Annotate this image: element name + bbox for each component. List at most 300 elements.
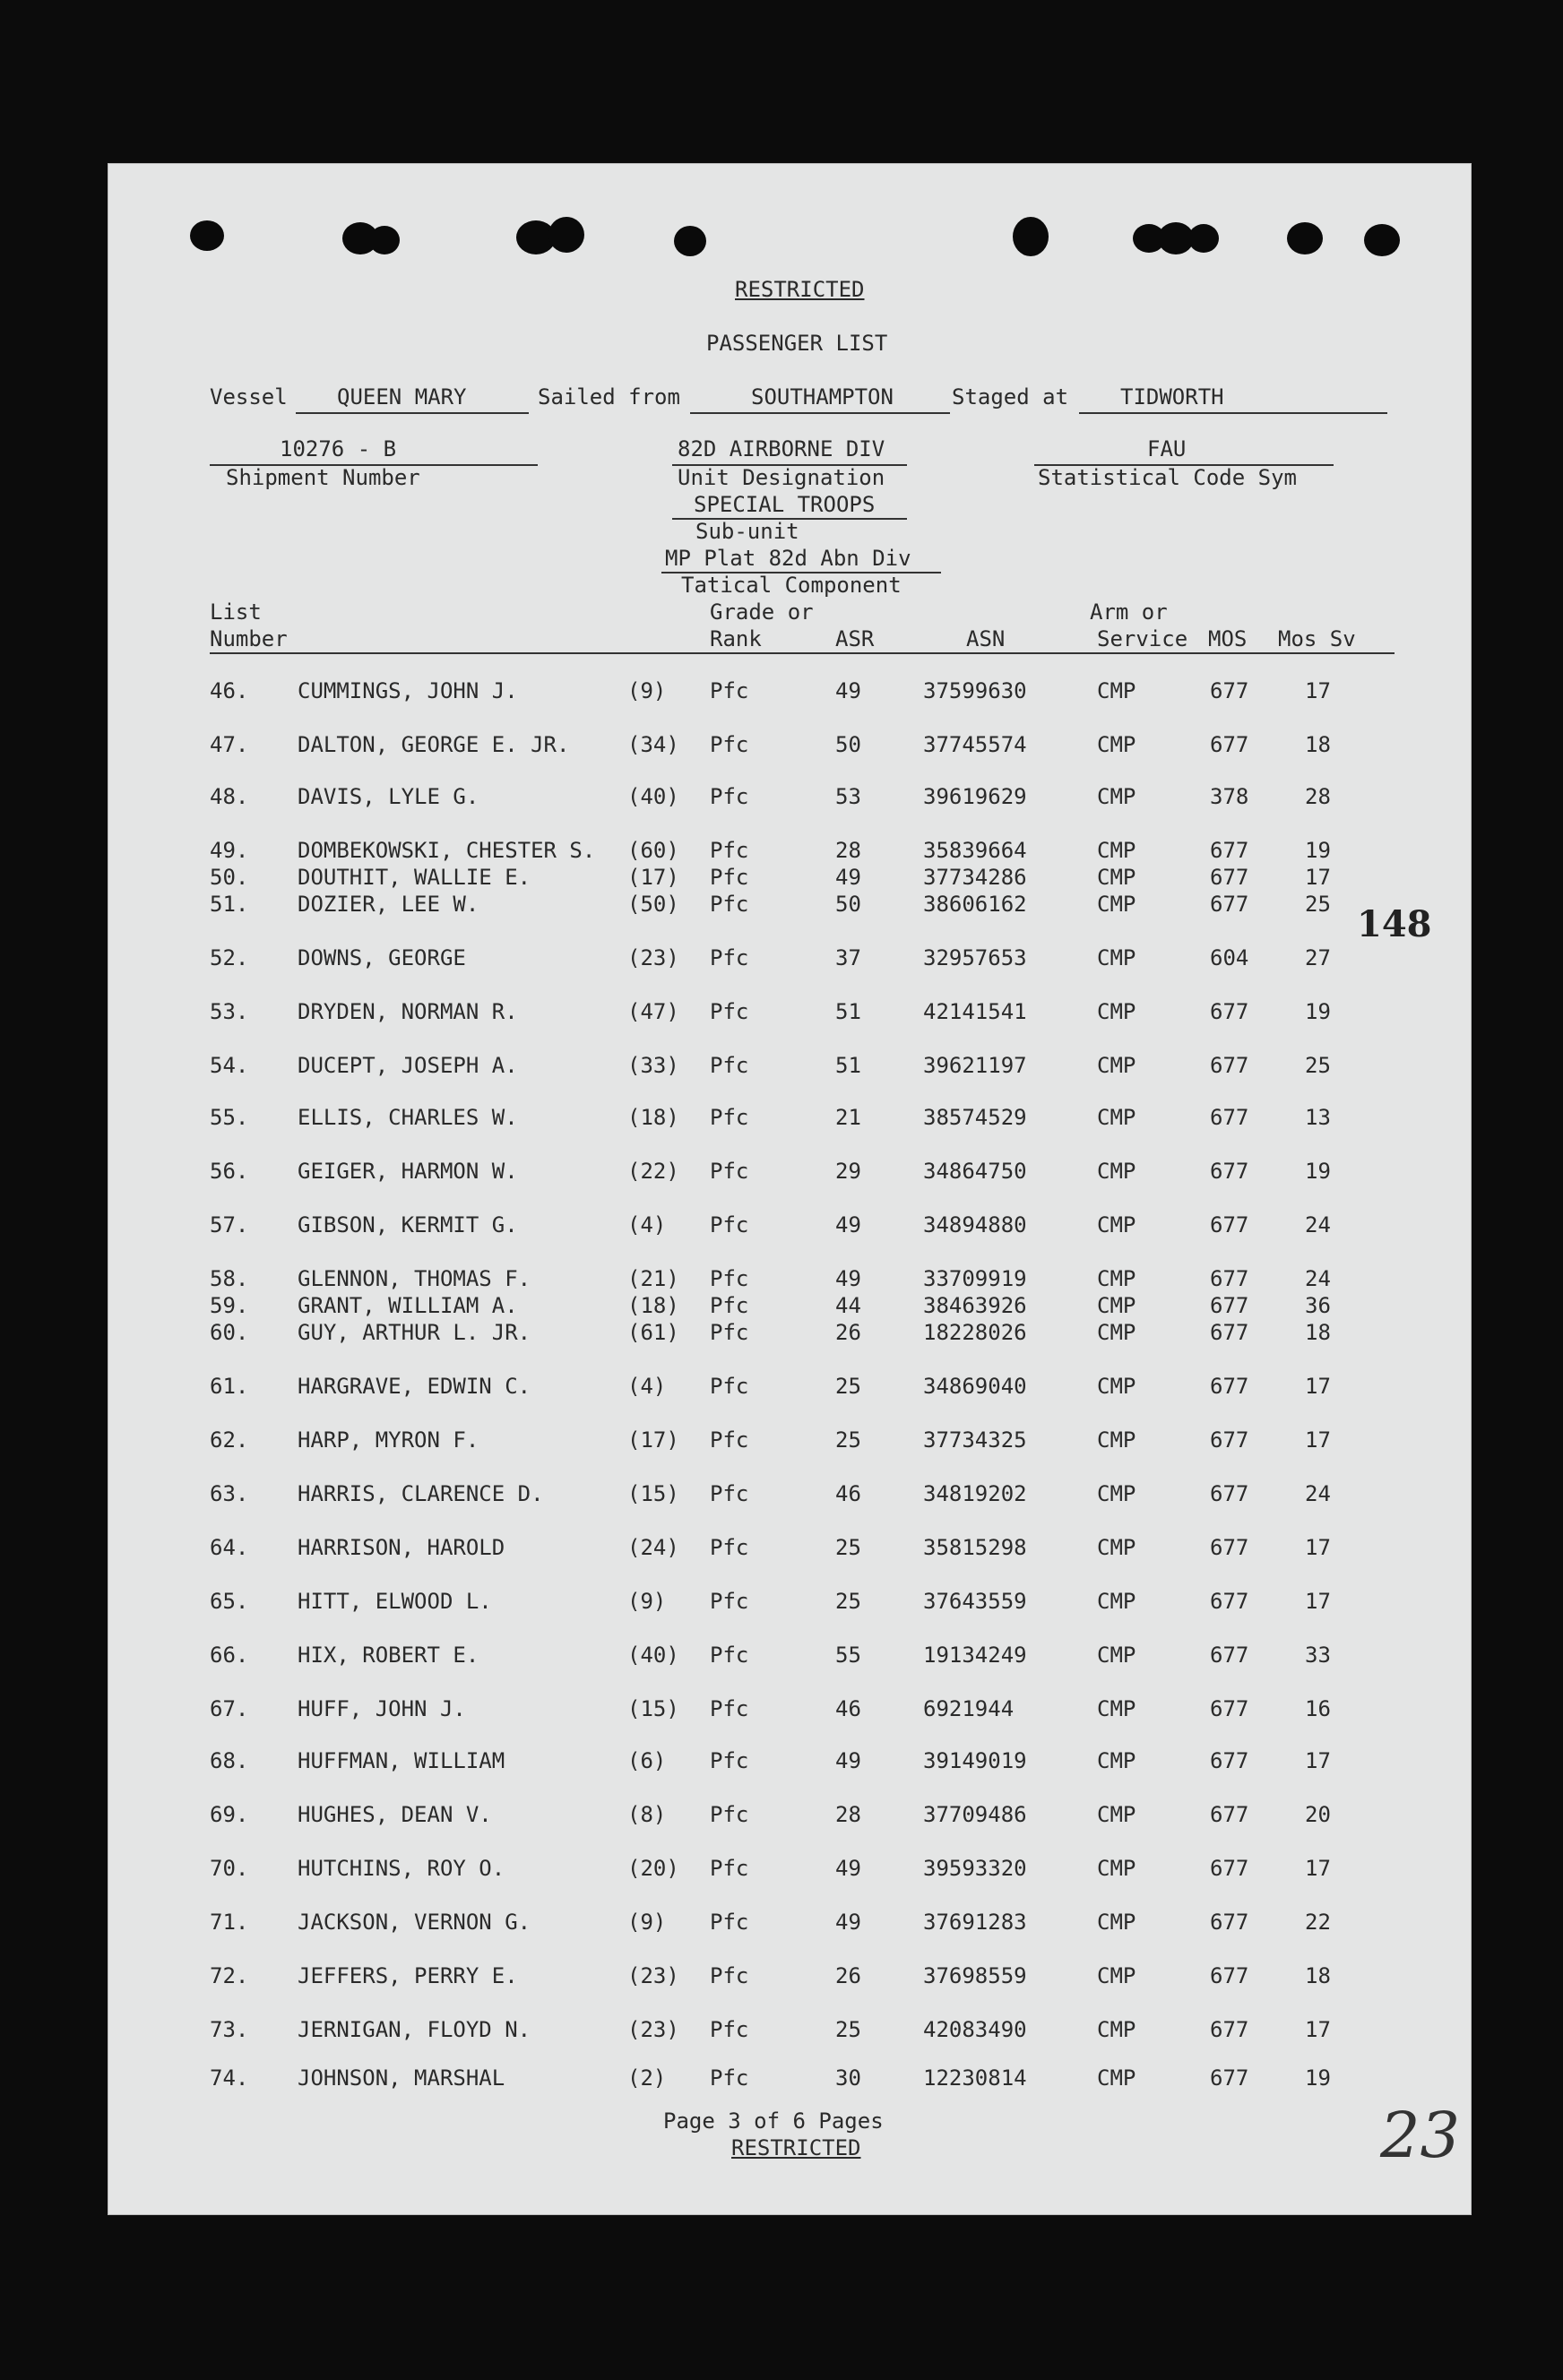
staged-label: Staged at — [952, 384, 1069, 410]
row-list-number: 54. — [210, 1053, 249, 1078]
row-name: DUCEPT, JOSEPH A. — [298, 1053, 518, 1078]
row-asr: 55 — [835, 1643, 861, 1668]
row-mos-sv: 18 — [1305, 732, 1331, 757]
row-rank: Pfc — [710, 1748, 749, 1773]
row-service: CMP — [1097, 1159, 1136, 1184]
row-name: DOZIER, LEE W. — [298, 892, 479, 917]
subunit-label: Sub-unit — [695, 519, 799, 544]
row-service: CMP — [1097, 1802, 1136, 1827]
row-code: (20) — [627, 1856, 679, 1881]
row-rank: Pfc — [710, 1535, 749, 1560]
row-name: ELLIS, CHARLES W. — [298, 1105, 518, 1130]
row-service: CMP — [1097, 892, 1136, 917]
row-rank: Pfc — [710, 865, 749, 890]
row-service: CMP — [1097, 838, 1136, 863]
row-name: HARRISON, HAROLD — [298, 1535, 505, 1560]
row-code: (22) — [627, 1159, 679, 1184]
row-asr: 50 — [835, 892, 861, 917]
row-mos-sv: 17 — [1305, 1535, 1331, 1560]
row-code: (15) — [627, 1481, 679, 1506]
row-service: CMP — [1097, 1212, 1136, 1237]
row-asn: 37698559 — [923, 1963, 1027, 1988]
unit-designation: 82D AIRBORNE DIV — [678, 436, 885, 461]
row-rank: Pfc — [710, 732, 749, 757]
row-asn: 34864750 — [923, 1159, 1027, 1184]
col-grade-top: Grade or — [710, 599, 814, 625]
row-code: (4) — [627, 1374, 667, 1399]
row-mos-sv: 18 — [1305, 1320, 1331, 1345]
row-rank: Pfc — [710, 945, 749, 970]
row-rank: Pfc — [710, 1293, 749, 1318]
restricted-footer: RESTRICTED — [731, 2135, 861, 2160]
punch-hole — [1364, 224, 1400, 256]
row-code: (23) — [627, 1963, 679, 1988]
row-asn: 37643559 — [923, 1589, 1027, 1614]
row-asr: 49 — [835, 865, 861, 890]
row-service: CMP — [1097, 1481, 1136, 1506]
row-service: CMP — [1097, 1643, 1136, 1668]
row-mos-sv: 18 — [1305, 1963, 1331, 1988]
punch-hole — [369, 226, 400, 254]
punch-hole — [1188, 224, 1219, 253]
row-mos-sv: 13 — [1305, 1105, 1331, 1130]
row-service: CMP — [1097, 1053, 1136, 1078]
row-mos-sv: 22 — [1305, 1910, 1331, 1935]
unit-label: Unit Designation — [678, 465, 885, 490]
stat-code-value: FAU — [1147, 436, 1187, 461]
row-list-number: 49. — [210, 838, 249, 863]
row-mos-sv: 25 — [1305, 1053, 1331, 1078]
row-mos-sv: 17 — [1305, 678, 1331, 703]
row-list-number: 57. — [210, 1212, 249, 1237]
row-asn: 18228026 — [923, 1320, 1027, 1345]
row-name: DAVIS, LYLE G. — [298, 784, 479, 809]
col-grade-bottom: Rank — [710, 626, 762, 651]
row-mos-sv: 16 — [1305, 1696, 1331, 1721]
row-asr: 37 — [835, 945, 861, 970]
row-rank: Pfc — [710, 1212, 749, 1237]
tactical-value: MP Plat 82d Abn Div — [665, 546, 911, 571]
row-mos-sv: 17 — [1305, 1427, 1331, 1453]
row-code: (34) — [627, 732, 679, 757]
row-mos: 677 — [1210, 1266, 1249, 1291]
col-number: Number — [210, 626, 288, 651]
row-mos-sv: 20 — [1305, 1802, 1331, 1827]
row-name: HUTCHINS, ROY O. — [298, 1856, 505, 1881]
row-service: CMP — [1097, 1427, 1136, 1453]
row-mos: 378 — [1210, 784, 1249, 809]
row-rank: Pfc — [710, 1320, 749, 1345]
row-asr: 50 — [835, 732, 861, 757]
punch-hole — [190, 220, 224, 251]
row-list-number: 64. — [210, 1535, 249, 1560]
row-rank: Pfc — [710, 2017, 749, 2042]
row-asn: 38574529 — [923, 1105, 1027, 1130]
row-name: GIBSON, KERMIT G. — [298, 1212, 518, 1237]
row-service: CMP — [1097, 784, 1136, 809]
tactical-label: Tatical Component — [681, 573, 902, 598]
staged-underline — [1079, 412, 1387, 414]
row-mos: 677 — [1210, 2017, 1249, 2042]
row-rank: Pfc — [710, 678, 749, 703]
row-name: HIX, ROBERT E. — [298, 1643, 479, 1668]
row-list-number: 50. — [210, 865, 249, 890]
row-name: DOMBEKOWSKI, CHESTER S. — [298, 838, 596, 863]
row-asr: 49 — [835, 1856, 861, 1881]
row-mos: 677 — [1210, 1748, 1249, 1773]
row-asn: 38606162 — [923, 892, 1027, 917]
row-service: CMP — [1097, 1535, 1136, 1560]
row-code: (23) — [627, 2017, 679, 2042]
row-mos-sv: 17 — [1305, 1748, 1331, 1773]
vessel-label: Vessel — [210, 384, 288, 410]
row-code: (40) — [627, 1643, 679, 1668]
row-mos: 677 — [1210, 1696, 1249, 1721]
row-service: CMP — [1097, 1374, 1136, 1399]
row-service: CMP — [1097, 1856, 1136, 1881]
row-asr: 49 — [835, 1910, 861, 1935]
row-name: JOHNSON, MARSHAL — [298, 2065, 505, 2091]
row-code: (50) — [627, 892, 679, 917]
row-mos-sv: 19 — [1305, 2065, 1331, 2091]
row-mos: 677 — [1210, 892, 1249, 917]
row-mos: 677 — [1210, 1105, 1249, 1130]
row-service: CMP — [1097, 1105, 1136, 1130]
row-rank: Pfc — [710, 1963, 749, 1988]
row-mos-sv: 19 — [1305, 838, 1331, 863]
row-asr: 25 — [835, 2017, 861, 2042]
sailed-value: SOUTHAMPTON — [751, 384, 894, 410]
row-list-number: 74. — [210, 2065, 249, 2091]
row-mos: 677 — [1210, 1802, 1249, 1827]
row-mos-sv: 19 — [1305, 1159, 1331, 1184]
subunit-value: SPECIAL TROOPS — [694, 492, 876, 517]
sailed-label: Sailed from — [538, 384, 680, 410]
row-rank: Pfc — [710, 999, 749, 1024]
row-name: DALTON, GEORGE E. JR. — [298, 732, 570, 757]
row-mos-sv: 17 — [1305, 2017, 1331, 2042]
row-code: (4) — [627, 1212, 667, 1237]
row-mos: 677 — [1210, 1535, 1249, 1560]
row-rank: Pfc — [710, 1481, 749, 1506]
row-service: CMP — [1097, 1266, 1136, 1291]
row-list-number: 60. — [210, 1320, 249, 1345]
row-mos: 677 — [1210, 838, 1249, 863]
row-asn: 39621197 — [923, 1053, 1027, 1078]
row-name: GEIGER, HARMON W. — [298, 1159, 518, 1184]
row-code: (21) — [627, 1266, 679, 1291]
vessel-value: QUEEN MARY — [337, 384, 467, 410]
row-asr: 49 — [835, 1748, 861, 1773]
row-asn: 37734286 — [923, 865, 1027, 890]
row-service: CMP — [1097, 678, 1136, 703]
row-mos: 677 — [1210, 1856, 1249, 1881]
row-list-number: 47. — [210, 732, 249, 757]
row-service: CMP — [1097, 945, 1136, 970]
row-name: JERNIGAN, FLOYD N. — [298, 2017, 531, 2042]
row-mos-sv: 17 — [1305, 1374, 1331, 1399]
row-asr: 30 — [835, 2065, 861, 2091]
row-asn: 32957653 — [923, 945, 1027, 970]
row-asn: 37691283 — [923, 1910, 1027, 1935]
row-code: (23) — [627, 945, 679, 970]
row-list-number: 51. — [210, 892, 249, 917]
row-asn: 39593320 — [923, 1856, 1027, 1881]
row-service: CMP — [1097, 1320, 1136, 1345]
row-service: CMP — [1097, 1589, 1136, 1614]
row-rank: Pfc — [710, 1427, 749, 1453]
row-rank: Pfc — [710, 1159, 749, 1184]
row-list-number: 46. — [210, 678, 249, 703]
row-service: CMP — [1097, 999, 1136, 1024]
row-mos: 677 — [1210, 1481, 1249, 1506]
row-mos: 604 — [1210, 945, 1249, 970]
row-code: (2) — [627, 2065, 667, 2091]
row-code: (6) — [627, 1748, 667, 1773]
row-name: HUFF, JOHN J. — [298, 1696, 466, 1721]
document-page — [108, 163, 1472, 2215]
page-footer: Page 3 of 6 Pages — [663, 2108, 884, 2134]
col-list: List — [210, 599, 262, 625]
row-list-number: 52. — [210, 945, 249, 970]
header-rule — [210, 652, 1395, 654]
handwritten-number: 23 — [1380, 2099, 1461, 2172]
row-service: CMP — [1097, 1963, 1136, 1988]
row-name: HUGHES, DEAN V. — [298, 1802, 492, 1827]
row-mos: 677 — [1210, 1643, 1249, 1668]
row-asr: 49 — [835, 678, 861, 703]
row-list-number: 63. — [210, 1481, 249, 1506]
row-asr: 49 — [835, 1212, 861, 1237]
row-asn: 37599630 — [923, 678, 1027, 703]
stat-code-label: Statistical Code Sym — [1038, 465, 1297, 490]
row-code: (8) — [627, 1802, 667, 1827]
row-name: JACKSON, VERNON G. — [298, 1910, 531, 1935]
row-mos-sv: 17 — [1305, 1589, 1331, 1614]
row-service: CMP — [1097, 1293, 1136, 1318]
row-asr: 21 — [835, 1105, 861, 1130]
row-mos-sv: 25 — [1305, 892, 1331, 917]
row-code: (17) — [627, 865, 679, 890]
row-name: DRYDEN, NORMAN R. — [298, 999, 518, 1024]
row-asr: 49 — [835, 1266, 861, 1291]
row-name: HARRIS, CLARENCE D. — [298, 1481, 544, 1506]
row-rank: Pfc — [710, 1643, 749, 1668]
sailed-underline — [690, 412, 950, 414]
col-asr: ASR — [835, 626, 875, 651]
col-arm-top: Arm or — [1090, 599, 1168, 625]
row-mos: 677 — [1210, 1212, 1249, 1237]
col-mos: MOS — [1208, 626, 1248, 651]
row-service: CMP — [1097, 732, 1136, 757]
row-list-number: 56. — [210, 1159, 249, 1184]
row-list-number: 69. — [210, 1802, 249, 1827]
shipment-number: 10276 - B — [280, 436, 397, 461]
row-asr: 46 — [835, 1481, 861, 1506]
row-name: GRANT, WILLIAM A. — [298, 1293, 518, 1318]
row-list-number: 58. — [210, 1266, 249, 1291]
row-asn: 6921944 — [923, 1696, 1015, 1721]
row-rank: Pfc — [710, 2065, 749, 2091]
row-code: (9) — [627, 1910, 667, 1935]
row-list-number: 61. — [210, 1374, 249, 1399]
row-rank: Pfc — [710, 1105, 749, 1130]
row-asr: 44 — [835, 1293, 861, 1318]
row-name: GLENNON, THOMAS F. — [298, 1266, 531, 1291]
row-code: (18) — [627, 1105, 679, 1130]
row-code: (18) — [627, 1293, 679, 1318]
row-mos-sv: 19 — [1305, 999, 1331, 1024]
col-mos-sv: Mos Sv — [1278, 626, 1356, 651]
row-rank: Pfc — [710, 1053, 749, 1078]
row-code: (9) — [627, 678, 667, 703]
row-asr: 25 — [835, 1427, 861, 1453]
row-service: CMP — [1097, 1748, 1136, 1773]
row-asn: 34869040 — [923, 1374, 1027, 1399]
row-name: HARP, MYRON F. — [298, 1427, 479, 1453]
row-rank: Pfc — [710, 1589, 749, 1614]
row-asn: 37709486 — [923, 1802, 1027, 1827]
row-mos: 677 — [1210, 1589, 1249, 1614]
col-asn: ASN — [966, 626, 1006, 651]
row-list-number: 71. — [210, 1910, 249, 1935]
row-list-number: 53. — [210, 999, 249, 1024]
row-mos-sv: 33 — [1305, 1643, 1331, 1668]
row-code: (60) — [627, 838, 679, 863]
row-asn: 34894880 — [923, 1212, 1027, 1237]
row-asn: 38463926 — [923, 1293, 1027, 1318]
row-list-number: 70. — [210, 1856, 249, 1881]
row-asr: 26 — [835, 1963, 861, 1988]
row-code: (24) — [627, 1535, 679, 1560]
row-code: (9) — [627, 1589, 667, 1614]
punch-hole — [1287, 222, 1323, 254]
row-mos: 677 — [1210, 1053, 1249, 1078]
row-service: CMP — [1097, 2017, 1136, 2042]
row-mos: 677 — [1210, 1159, 1249, 1184]
row-code: (61) — [627, 1320, 679, 1345]
row-asn: 12230814 — [923, 2065, 1027, 2091]
row-mos: 677 — [1210, 1963, 1249, 1988]
row-service: CMP — [1097, 1696, 1136, 1721]
row-list-number: 66. — [210, 1643, 249, 1668]
row-list-number: 68. — [210, 1748, 249, 1773]
row-list-number: 67. — [210, 1696, 249, 1721]
row-list-number: 72. — [210, 1963, 249, 1988]
row-code: (17) — [627, 1427, 679, 1453]
col-arm-bottom: Service — [1097, 626, 1188, 651]
punch-hole — [1013, 217, 1049, 256]
row-mos-sv: 36 — [1305, 1293, 1331, 1318]
restricted-header: RESTRICTED — [735, 277, 865, 302]
row-code: (33) — [627, 1053, 679, 1078]
punch-hole — [674, 226, 706, 256]
vessel-underline — [296, 412, 529, 414]
row-asn: 39149019 — [923, 1748, 1027, 1773]
row-rank: Pfc — [710, 1856, 749, 1881]
row-mos: 677 — [1210, 1910, 1249, 1935]
row-rank: Pfc — [710, 1910, 749, 1935]
row-mos-sv: 28 — [1305, 784, 1331, 809]
row-list-number: 48. — [210, 784, 249, 809]
row-rank: Pfc — [710, 1802, 749, 1827]
row-mos: 677 — [1210, 1374, 1249, 1399]
row-rank: Pfc — [710, 784, 749, 809]
row-mos-sv: 17 — [1305, 865, 1331, 890]
row-rank: Pfc — [710, 1696, 749, 1721]
row-name: DOWNS, GEORGE — [298, 945, 466, 970]
row-asr: 26 — [835, 1320, 861, 1345]
row-asn: 19134249 — [923, 1643, 1027, 1668]
row-service: CMP — [1097, 1910, 1136, 1935]
row-asr: 51 — [835, 999, 861, 1024]
row-rank: Pfc — [710, 1266, 749, 1291]
row-rank: Pfc — [710, 838, 749, 863]
row-mos: 677 — [1210, 1320, 1249, 1345]
row-mos-sv: 24 — [1305, 1481, 1331, 1506]
row-asn: 33709919 — [923, 1266, 1027, 1291]
shipment-label: Shipment Number — [226, 465, 420, 490]
row-asr: 51 — [835, 1053, 861, 1078]
row-mos: 677 — [1210, 1293, 1249, 1318]
row-list-number: 65. — [210, 1589, 249, 1614]
row-mos-sv: 24 — [1305, 1212, 1331, 1237]
row-asr: 28 — [835, 1802, 861, 1827]
row-list-number: 59. — [210, 1293, 249, 1318]
row-service: CMP — [1097, 2065, 1136, 2091]
row-mos-sv: 27 — [1305, 945, 1331, 970]
row-mos: 677 — [1210, 2065, 1249, 2091]
row-asr: 25 — [835, 1374, 861, 1399]
row-asn: 42141541 — [923, 999, 1027, 1024]
row-mos-sv: 17 — [1305, 1856, 1331, 1881]
row-name: HUFFMAN, WILLIAM — [298, 1748, 505, 1773]
row-asr: 53 — [835, 784, 861, 809]
row-name: HARGRAVE, EDWIN C. — [298, 1374, 531, 1399]
row-list-number: 55. — [210, 1105, 249, 1130]
row-asn: 42083490 — [923, 2017, 1027, 2042]
row-asn: 35839664 — [923, 838, 1027, 863]
staged-value: TIDWORTH — [1120, 384, 1224, 410]
row-name: DOUTHIT, WALLIE E. — [298, 865, 531, 890]
row-mos: 677 — [1210, 678, 1249, 703]
row-asn: 39619629 — [923, 784, 1027, 809]
row-mos-sv: 24 — [1305, 1266, 1331, 1291]
row-code: (40) — [627, 784, 679, 809]
row-list-number: 73. — [210, 2017, 249, 2042]
row-code: (47) — [627, 999, 679, 1024]
stamp-number: 148 — [1357, 903, 1432, 945]
row-asr: 29 — [835, 1159, 861, 1184]
row-rank: Pfc — [710, 892, 749, 917]
row-asn: 34819202 — [923, 1481, 1027, 1506]
row-asr: 28 — [835, 838, 861, 863]
row-asr: 46 — [835, 1696, 861, 1721]
row-code: (15) — [627, 1696, 679, 1721]
punch-hole — [548, 217, 584, 253]
document-title: PASSENGER LIST — [706, 331, 888, 356]
row-mos: 677 — [1210, 999, 1249, 1024]
row-name: HITT, ELWOOD L. — [298, 1589, 492, 1614]
row-rank: Pfc — [710, 1374, 749, 1399]
row-name: CUMMINGS, JOHN J. — [298, 678, 518, 703]
row-asr: 25 — [835, 1535, 861, 1560]
row-mos: 677 — [1210, 732, 1249, 757]
row-list-number: 62. — [210, 1427, 249, 1453]
row-asn: 37745574 — [923, 732, 1027, 757]
row-mos: 677 — [1210, 865, 1249, 890]
row-asn: 35815298 — [923, 1535, 1027, 1560]
